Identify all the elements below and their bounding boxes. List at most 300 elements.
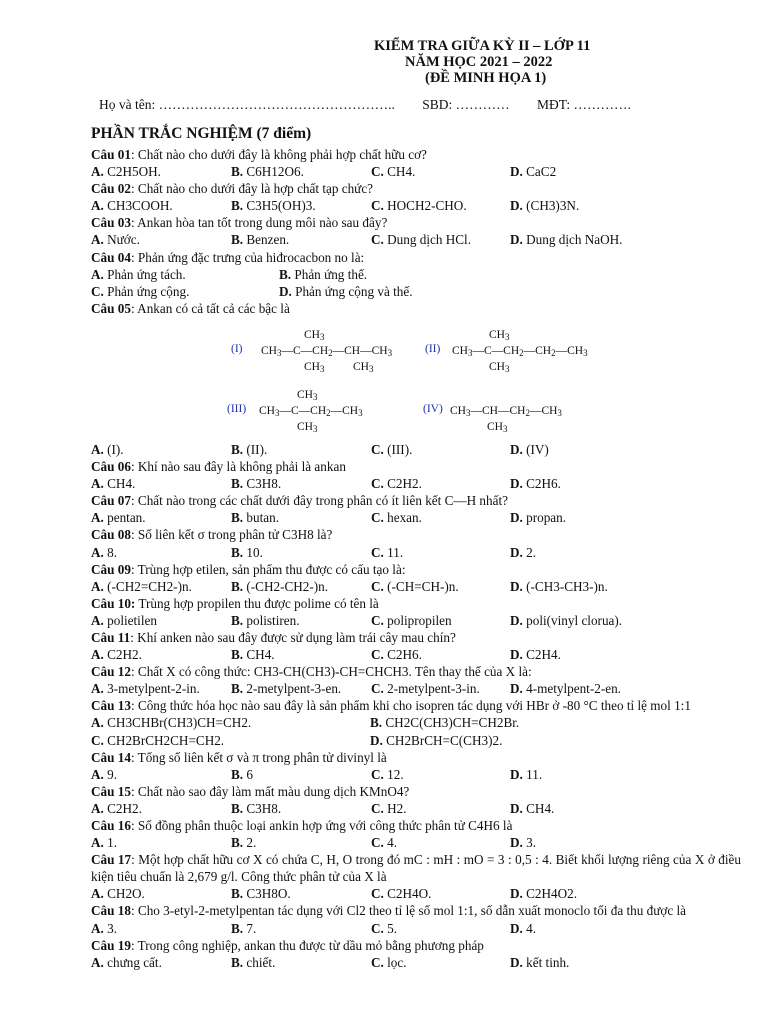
option-letter: C. bbox=[371, 886, 388, 902]
option-b[interactable] bbox=[279, 266, 367, 283]
option-text: polistiren. bbox=[246, 612, 300, 628]
option-letter: A. bbox=[91, 544, 108, 560]
option-letter: B. bbox=[231, 647, 247, 663]
option-letter: A. bbox=[91, 954, 108, 970]
question-number: Câu 18 bbox=[91, 903, 131, 919]
option-letter: B. bbox=[231, 544, 247, 560]
option-text: CH2C(CH3)CH=CH2Br. bbox=[385, 715, 520, 731]
option-text: CH2O. bbox=[107, 886, 145, 902]
option-d[interactable] bbox=[510, 509, 566, 526]
option-text: CH3CHBr(CH3)CH=CH2. bbox=[107, 715, 252, 731]
question-number: Câu 07 bbox=[91, 493, 131, 509]
structure-III: (III) $CH_3—C—CH_2—CH_3$ $CH_3$ $CH_3$ bbox=[227, 388, 363, 434]
option-text: Phản ứng cộng. bbox=[107, 283, 190, 299]
option-a[interactable] bbox=[91, 509, 146, 526]
student-info bbox=[99, 97, 631, 113]
option-letter: B. bbox=[231, 681, 247, 697]
question-text bbox=[91, 783, 741, 800]
question-text bbox=[91, 146, 741, 163]
option-text: 5. bbox=[387, 920, 398, 936]
option-a[interactable] bbox=[91, 834, 117, 851]
option-letter: D. bbox=[279, 283, 296, 299]
option-letter: B. bbox=[370, 715, 386, 731]
question-text bbox=[91, 697, 741, 714]
option-a[interactable] bbox=[91, 885, 145, 902]
option-text: C6H12O6. bbox=[246, 164, 304, 180]
question-number: Câu 16 bbox=[91, 818, 131, 833]
option-letter: A. bbox=[91, 800, 108, 816]
option-c[interactable] bbox=[371, 578, 459, 595]
option-text: 8. bbox=[107, 544, 118, 560]
option-b[interactable] bbox=[231, 509, 279, 526]
option-a[interactable] bbox=[91, 680, 200, 697]
option-b[interactable] bbox=[231, 544, 263, 561]
option-text: C2H2. bbox=[107, 800, 142, 816]
exam-title: KIỂM TRA GIỮA KỲ II – LỚP 11 bbox=[374, 38, 591, 54]
option-letter: A. bbox=[91, 266, 108, 282]
option-text: 3-metylpent-2-in. bbox=[107, 681, 200, 697]
option-text: HOCH2-CHO. bbox=[387, 198, 467, 214]
option-letter: B. bbox=[231, 164, 247, 180]
option-a[interactable] bbox=[91, 954, 162, 971]
option-text: lọc. bbox=[387, 954, 407, 970]
option-d[interactable] bbox=[510, 231, 622, 248]
option-letter: B. bbox=[231, 232, 247, 248]
option-letter: A. bbox=[91, 476, 108, 492]
option-letter: B. bbox=[231, 441, 247, 457]
option-c[interactable] bbox=[371, 612, 452, 629]
option-text: 1. bbox=[107, 835, 118, 851]
option-text: 2-metylpent-3-in. bbox=[387, 681, 480, 697]
options-row bbox=[91, 920, 741, 937]
question-text bbox=[91, 595, 741, 612]
question-number: Câu 08 bbox=[91, 527, 131, 543]
option-text: (II). bbox=[246, 441, 268, 457]
option-letter: B. bbox=[231, 578, 247, 594]
option-letter: C. bbox=[371, 510, 388, 526]
option-letter: C. bbox=[91, 283, 108, 299]
option-letter: D. bbox=[510, 198, 527, 214]
question-text bbox=[91, 629, 741, 646]
question-text bbox=[91, 902, 741, 919]
option-text: Dung dịch HCl. bbox=[387, 232, 472, 248]
option-letter: D. bbox=[510, 647, 527, 663]
options-row bbox=[91, 197, 741, 214]
question-text bbox=[91, 214, 741, 231]
option-c[interactable] bbox=[371, 231, 471, 248]
option-letter: C. bbox=[371, 578, 388, 594]
option-c[interactable] bbox=[371, 800, 407, 817]
options-row bbox=[91, 834, 741, 851]
option-letter: C. bbox=[371, 612, 388, 628]
option-a[interactable] bbox=[91, 231, 140, 248]
option-a[interactable] bbox=[91, 646, 142, 663]
option-letter: A. bbox=[91, 232, 108, 248]
option-letter: D. bbox=[510, 835, 527, 851]
options-row bbox=[91, 646, 741, 663]
option-text: 11. bbox=[526, 766, 543, 782]
question-number: Câu 17 bbox=[91, 852, 132, 868]
option-b[interactable] bbox=[231, 197, 316, 214]
structure-diagrams bbox=[91, 317, 741, 441]
option-b[interactable] bbox=[231, 885, 291, 902]
question-number: Câu 11 bbox=[91, 629, 131, 645]
question-number: Câu 14 bbox=[91, 749, 131, 765]
option-c[interactable] bbox=[371, 680, 480, 697]
options-row bbox=[91, 714, 741, 731]
question-prompt: : Ankan hòa tan tốt trong dung môi nào sau đây? bbox=[130, 215, 388, 231]
option-letter: D. bbox=[510, 954, 527, 970]
option-d[interactable] bbox=[510, 163, 556, 180]
option-c[interactable] bbox=[371, 920, 397, 937]
name-field: Họ và tên: …………………………………………….. bbox=[99, 97, 395, 112]
option-c[interactable] bbox=[371, 197, 467, 214]
option-text: 3. bbox=[107, 920, 118, 936]
option-b[interactable] bbox=[231, 475, 281, 492]
option-a[interactable] bbox=[91, 766, 117, 783]
question-prompt: Trùng hợp propilen thu được polime có tên là bbox=[135, 595, 379, 611]
option-text: Benzen. bbox=[246, 232, 290, 248]
question-number: Câu 12 bbox=[91, 664, 131, 680]
option-text: (-CH2-CH2-)n. bbox=[246, 578, 329, 594]
option-b[interactable] bbox=[231, 163, 304, 180]
option-a[interactable] bbox=[91, 163, 161, 180]
option-text: 4. bbox=[526, 920, 537, 936]
option-letter: C. bbox=[371, 476, 388, 492]
question-number: Câu 03 bbox=[91, 215, 131, 231]
option-d[interactable] bbox=[510, 197, 579, 214]
option-letter: B. bbox=[231, 835, 247, 851]
option-c[interactable] bbox=[371, 441, 412, 458]
option-text: 3. bbox=[526, 835, 537, 851]
option-letter: C. bbox=[371, 766, 388, 782]
option-text: C2H2. bbox=[107, 647, 142, 663]
option-b[interactable] bbox=[231, 441, 267, 458]
option-text: kết tinh. bbox=[526, 954, 570, 970]
question-prompt: : Khí anken nào sau đây được sử dụng làm trái cây mau chín? bbox=[130, 629, 456, 645]
option-c[interactable] bbox=[371, 163, 415, 180]
option-text: (IV) bbox=[526, 441, 549, 457]
option-c[interactable] bbox=[91, 283, 189, 300]
option-letter: C. bbox=[91, 732, 108, 748]
option-text: 7. bbox=[246, 920, 257, 936]
option-text: 10. bbox=[246, 544, 263, 560]
option-text: C3H8. bbox=[246, 800, 282, 816]
option-d[interactable] bbox=[510, 578, 608, 595]
options-row bbox=[91, 766, 741, 783]
options-row bbox=[91, 885, 741, 902]
options-row bbox=[91, 283, 741, 300]
option-letter: C. bbox=[371, 920, 388, 936]
option-letter: A. bbox=[91, 578, 108, 594]
option-text: CH2BrCH2CH=CH2. bbox=[107, 732, 225, 748]
option-letter: C. bbox=[371, 954, 388, 970]
option-text: 6 bbox=[246, 766, 253, 782]
option-b[interactable] bbox=[231, 834, 256, 851]
option-letter: B. bbox=[231, 766, 247, 782]
question-number: Câu 04 bbox=[91, 249, 131, 265]
option-a[interactable] bbox=[91, 544, 117, 561]
question-prompt: : Chất nào cho dưới đây là không phải hợp chất hữu cơ? bbox=[130, 147, 427, 162]
option-letter: C. bbox=[371, 232, 388, 248]
question-prompt: : Chất nào sao đây làm mất màu dung dịch KMnO4? bbox=[130, 783, 410, 799]
option-text: C2H2. bbox=[387, 476, 422, 492]
question-number: Câu 13 bbox=[91, 698, 131, 714]
option-text: CH3COOH. bbox=[107, 198, 173, 214]
option-text: (-CH=CH-)n. bbox=[387, 578, 459, 594]
option-letter: D. bbox=[510, 800, 527, 816]
mdt-field: MĐT: …………. bbox=[537, 97, 631, 112]
question-prompt: : Phản ứng đặc trưng của hiđrocacbon no là: bbox=[130, 249, 365, 265]
structure-II: (II) $CH_3—C—CH_2—CH_2—CH_3$ $CH_3$ $CH_3$ bbox=[425, 328, 588, 374]
question-prompt: : Một hợp chất hữu cơ X có chứa C, H, O trong đó mC : mH : mO = 3 : 0,5 : 4. Biết khối lượng riêng của X ở điều kiện tiêu chuẩn là 2,679 g/l. Công thức phân tử của X là bbox=[91, 852, 741, 885]
option-letter: B. bbox=[231, 954, 247, 970]
option-letter: D. bbox=[510, 886, 527, 902]
option-text: H2. bbox=[387, 800, 407, 816]
question-prompt: : Khí nào sau đây là không phải là ankan bbox=[130, 459, 346, 475]
options-row bbox=[91, 475, 741, 492]
question-prompt: : Chất nào cho dưới đây là hợp chất tạp chức? bbox=[130, 181, 374, 197]
structure-IV: (IV) $CH_3—CH—CH_2—CH_3$ $CH_3$ bbox=[423, 402, 562, 434]
options-row bbox=[91, 441, 741, 458]
option-a[interactable] bbox=[91, 475, 135, 492]
option-text: (I). bbox=[107, 441, 124, 457]
option-text: CH2BrCH=C(CH3)2. bbox=[386, 732, 503, 748]
question-number: Câu 05 bbox=[91, 300, 131, 316]
option-b[interactable] bbox=[231, 646, 275, 663]
option-letter: B. bbox=[231, 920, 247, 936]
option-letter: A. bbox=[91, 766, 108, 782]
option-text: CH4. bbox=[387, 164, 416, 180]
option-letter: C. bbox=[371, 647, 388, 663]
question-prompt: : Số đồng phân thuộc loại ankin hợp ứng với công thức phân tử C4H6 là bbox=[130, 818, 513, 833]
question-text bbox=[91, 817, 741, 834]
option-text: C3H8. bbox=[246, 476, 282, 492]
options-row bbox=[91, 680, 741, 697]
option-text: CaC2 bbox=[526, 164, 557, 180]
question-text bbox=[91, 180, 741, 197]
option-text: C2H6. bbox=[526, 476, 561, 492]
option-letter: A. bbox=[91, 441, 108, 457]
option-a[interactable] bbox=[91, 714, 251, 731]
question-prompt: : Cho 3-etyl-2-metylpentan tác dụng với Cl2 theo tỉ lệ số mol 1:1, số dẫn xuất monoclo tối đa thu được là bbox=[130, 903, 687, 919]
option-b[interactable] bbox=[231, 766, 253, 783]
option-d[interactable] bbox=[510, 766, 542, 783]
option-d[interactable] bbox=[510, 920, 536, 937]
question-text bbox=[91, 526, 741, 543]
option-text: 2. bbox=[246, 835, 257, 851]
structure-label: (III) bbox=[227, 402, 247, 415]
option-letter: B. bbox=[231, 476, 247, 492]
structure-I: (I) $CH_3—C—CH_2—CH—CH_3$ $CH_3$ $CH_3$ $CH_3$ bbox=[231, 328, 393, 374]
option-letter: C. bbox=[371, 198, 388, 214]
option-b[interactable] bbox=[231, 920, 256, 937]
option-text: 12. bbox=[387, 766, 404, 782]
option-text: butan. bbox=[246, 510, 279, 526]
option-b[interactable] bbox=[231, 680, 341, 697]
option-text: CH4. bbox=[246, 647, 275, 663]
option-letter: B. bbox=[231, 800, 247, 816]
option-text: 9. bbox=[107, 766, 118, 782]
option-text: Phản ứng thế. bbox=[294, 266, 368, 282]
option-b[interactable] bbox=[231, 612, 300, 629]
option-d[interactable] bbox=[510, 800, 554, 817]
question-number: Câu 06 bbox=[91, 459, 131, 475]
option-letter: B. bbox=[231, 886, 247, 902]
option-letter: B. bbox=[279, 266, 295, 282]
option-a[interactable] bbox=[91, 266, 186, 283]
option-c[interactable] bbox=[371, 509, 422, 526]
option-c[interactable] bbox=[371, 954, 407, 971]
question-prompt: : Tổng số liên kết σ và π trong phân tử divinyl là bbox=[130, 749, 387, 765]
question-text bbox=[91, 492, 741, 509]
question-prompt: : Trùng hợp etilen, sản phẩm thu được có cấu tạo là: bbox=[130, 561, 406, 577]
section-heading: PHẦN TRẮC NGHIỆM (7 điểm) bbox=[91, 125, 312, 142]
option-letter: B. bbox=[231, 510, 247, 526]
question-text bbox=[91, 749, 741, 766]
sbd-field: SBD: ………… bbox=[422, 97, 510, 112]
option-d[interactable] bbox=[279, 283, 413, 300]
option-letter: A. bbox=[91, 681, 108, 697]
option-text: (CH3)3N. bbox=[526, 198, 580, 214]
option-a[interactable] bbox=[91, 441, 124, 458]
option-d[interactable] bbox=[510, 954, 569, 971]
option-text: C2H4. bbox=[526, 647, 561, 663]
option-d[interactable] bbox=[510, 544, 536, 561]
question-text bbox=[91, 937, 741, 954]
option-text: propan. bbox=[526, 510, 567, 526]
option-letter: D. bbox=[510, 681, 527, 697]
question-prompt: : Công thức hóa học nào sau đây là sản phẩm khi cho isopren tác dụng với HBr ở -80 °C theo tỉ lệ mol 1:1 bbox=[130, 698, 691, 714]
option-d[interactable] bbox=[510, 834, 536, 851]
option-letter: C. bbox=[371, 441, 388, 457]
option-text: hexan. bbox=[387, 510, 422, 526]
options-row bbox=[91, 612, 741, 629]
option-text: 4. bbox=[387, 835, 398, 851]
option-d[interactable] bbox=[510, 680, 621, 697]
option-d[interactable] bbox=[510, 646, 561, 663]
option-d[interactable] bbox=[510, 441, 549, 458]
option-c[interactable] bbox=[371, 885, 431, 902]
option-letter: B. bbox=[231, 198, 247, 214]
option-letter: A. bbox=[91, 612, 108, 628]
question-text bbox=[91, 458, 741, 475]
option-c[interactable] bbox=[371, 646, 422, 663]
option-text: C3H5(OH)3. bbox=[246, 198, 316, 214]
option-c[interactable] bbox=[371, 766, 404, 783]
option-text: (-CH3-CH3-)n. bbox=[526, 578, 608, 594]
option-letter: C. bbox=[371, 681, 388, 697]
option-b[interactable] bbox=[231, 954, 275, 971]
option-b[interactable] bbox=[231, 578, 328, 595]
question-number: Câu 19 bbox=[91, 937, 131, 953]
question-number: Câu 01 bbox=[91, 147, 131, 162]
option-letter: D. bbox=[510, 164, 527, 180]
option-letter: C. bbox=[371, 544, 388, 560]
option-text: poli(vinyl clorua). bbox=[526, 612, 623, 628]
question-list bbox=[91, 146, 741, 971]
option-text: (-CH2=CH2-)n. bbox=[107, 578, 192, 594]
option-letter: D. bbox=[510, 441, 527, 457]
options-row bbox=[91, 266, 741, 283]
option-text: pentan. bbox=[107, 510, 146, 526]
option-c[interactable] bbox=[371, 544, 403, 561]
option-letter: D. bbox=[510, 510, 527, 526]
option-a[interactable] bbox=[91, 800, 142, 817]
question-text bbox=[91, 663, 741, 680]
option-d[interactable] bbox=[510, 885, 577, 902]
option-text: C2H6. bbox=[387, 647, 422, 663]
options-row bbox=[91, 509, 741, 526]
options-row bbox=[91, 954, 741, 971]
option-text: Dung dịch NaOH. bbox=[526, 232, 623, 248]
option-letter: B. bbox=[231, 612, 247, 628]
option-text: chiết. bbox=[246, 954, 276, 970]
option-letter: A. bbox=[91, 198, 108, 214]
option-text: (III). bbox=[387, 441, 413, 457]
question-number: Câu 10: bbox=[91, 595, 136, 611]
question-text bbox=[91, 300, 741, 317]
option-d[interactable] bbox=[370, 732, 502, 749]
question-text bbox=[91, 851, 741, 885]
option-letter: A. bbox=[91, 510, 108, 526]
option-b[interactable] bbox=[370, 714, 519, 731]
option-letter: A. bbox=[91, 835, 108, 851]
option-text: CH4. bbox=[526, 800, 555, 816]
option-letter: D. bbox=[510, 612, 527, 628]
option-letter: D. bbox=[510, 476, 527, 492]
option-text: polipropilen bbox=[387, 612, 452, 628]
question-number: Câu 09 bbox=[91, 561, 131, 577]
option-a[interactable] bbox=[91, 578, 192, 595]
option-d[interactable] bbox=[510, 475, 561, 492]
option-text: polietilen bbox=[107, 612, 157, 628]
option-letter: D. bbox=[510, 544, 527, 560]
option-a[interactable] bbox=[91, 920, 117, 937]
option-text: C2H4O. bbox=[387, 886, 432, 902]
option-c[interactable] bbox=[371, 834, 397, 851]
option-b[interactable] bbox=[231, 231, 289, 248]
option-letter: C. bbox=[371, 164, 388, 180]
option-b[interactable] bbox=[231, 800, 281, 817]
option-a[interactable] bbox=[91, 612, 157, 629]
question-number: Câu 02 bbox=[91, 181, 131, 197]
option-text: chưng cất. bbox=[107, 954, 162, 970]
options-row bbox=[91, 163, 741, 180]
option-text: CH4. bbox=[107, 476, 136, 492]
option-letter: A. bbox=[91, 886, 108, 902]
option-text: C3H8O. bbox=[246, 886, 291, 902]
option-letter: D. bbox=[370, 732, 387, 748]
options-row bbox=[91, 732, 741, 749]
option-text: 4-metylpent-2-en. bbox=[526, 681, 621, 697]
option-d[interactable] bbox=[510, 612, 622, 629]
option-text: 2-metylpent-3-en. bbox=[246, 681, 342, 697]
question-text bbox=[91, 561, 741, 578]
option-text: Nước. bbox=[107, 232, 140, 248]
option-a[interactable] bbox=[91, 197, 173, 214]
question-number: Câu 15 bbox=[91, 783, 131, 799]
exam-subtitle: (ĐỀ MINH HỌA 1) bbox=[425, 70, 547, 86]
option-text: C2H4O2. bbox=[526, 886, 578, 902]
options-row bbox=[91, 800, 741, 817]
option-c[interactable] bbox=[91, 732, 224, 749]
option-c[interactable] bbox=[371, 475, 422, 492]
question-prompt: : Trong công nghiệp, ankan thu được từ dầu mỏ bằng phương pháp bbox=[130, 937, 484, 953]
question-prompt: : Số liên kết σ trong phân tử C3H8 là? bbox=[130, 527, 333, 543]
option-letter: D. bbox=[510, 920, 527, 936]
option-letter: A. bbox=[91, 164, 108, 180]
